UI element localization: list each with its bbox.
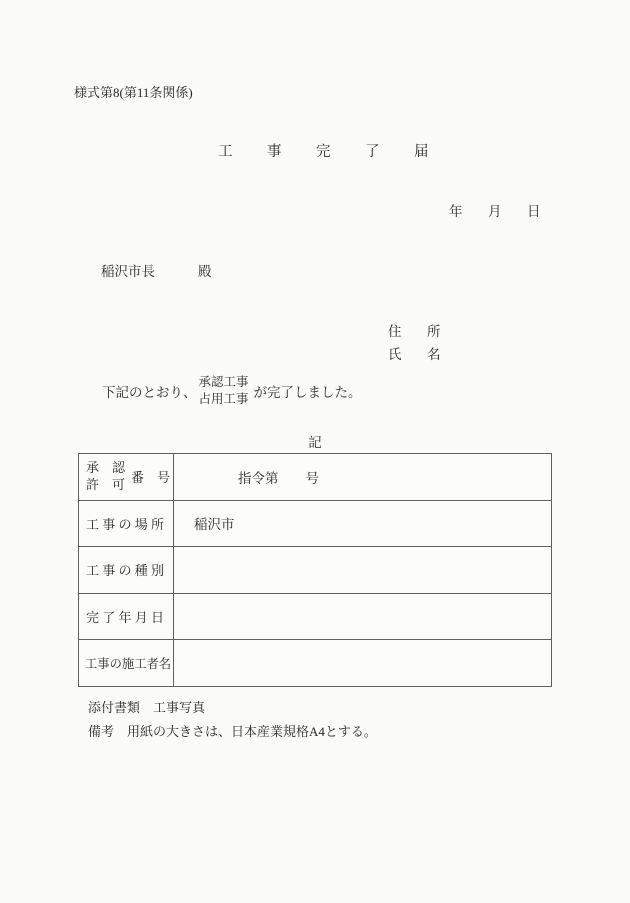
addressee-name: 稲沢市長 [101, 264, 155, 279]
work-location-value: 稲沢市 [174, 500, 552, 547]
remarks-line: 備考 用紙の大きさは、日本産業規格A4とする。 [88, 723, 377, 739]
date-line: 年 月 日 [449, 204, 547, 219]
approval-number-label [79, 454, 174, 501]
body-statement [102, 374, 362, 407]
addressee-honorific: 殿 [198, 264, 212, 279]
work-type-stack [199, 374, 249, 407]
document-title: 工 事 完 了 届 [218, 144, 439, 160]
record-mark: 記 [308, 435, 322, 450]
address-label: 住 所 [388, 324, 447, 339]
table-row-contractor-name [79, 640, 552, 687]
table-row-approval-number [79, 454, 552, 501]
submitter-block [388, 320, 447, 366]
addressee-line [101, 260, 212, 280]
work-type-approved: 承認工事 [198, 375, 249, 389]
table-row-work-type [79, 547, 552, 594]
work-location-label: 工 事 の 場 所 [79, 500, 174, 547]
number-label: 番 号 [131, 470, 171, 486]
table-row-work-location [79, 500, 552, 547]
name-label: 氏 名 [388, 347, 447, 362]
completion-date-value [174, 593, 552, 640]
completion-date-label: 完 了 年 月 日 [79, 593, 174, 640]
body-prefix: 下記のとおり、 [102, 384, 197, 400]
contractor-name-label: 工事の施工者名 [79, 640, 174, 687]
footer-notes [88, 696, 377, 743]
form-table [78, 453, 552, 687]
work-type-label: 工 事 の 種 別 [79, 547, 174, 594]
work-type-occupancy: 占用工事 [198, 391, 249, 406]
work-type-value [174, 547, 552, 594]
approval-permit-stack: 承 認 許 可 [86, 460, 126, 492]
attachments-line: 添付書類 工事写真 [88, 700, 206, 715]
approval-number-value: 指令第 号 [174, 454, 552, 501]
contractor-name-value [174, 640, 552, 687]
table-row-completion-date [79, 593, 552, 640]
body-suffix: が完了しました。 [253, 384, 362, 400]
form-number: 様式第8(第11条関係) [74, 85, 193, 100]
